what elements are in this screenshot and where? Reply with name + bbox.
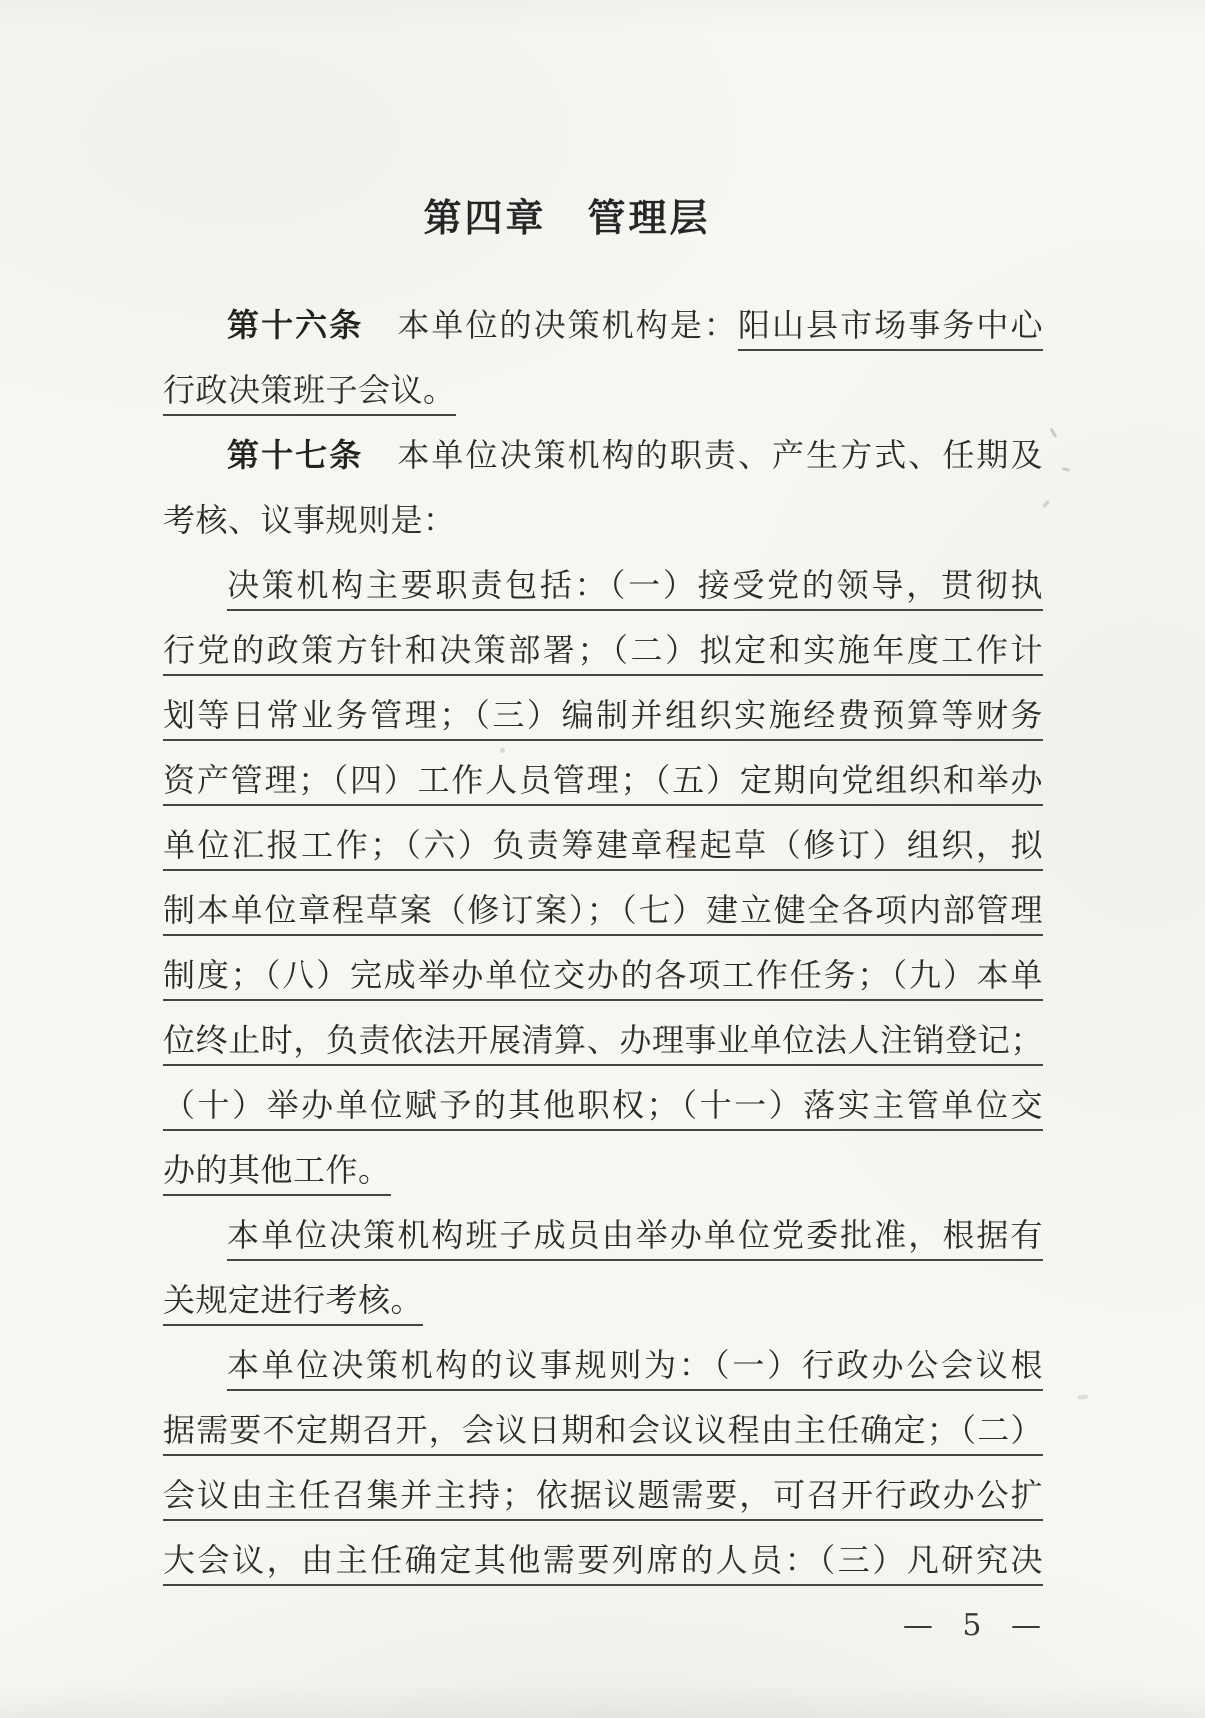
- text-line: [163, 1268, 1043, 1333]
- text-segment: 关规定进行考核。: [163, 1281, 423, 1326]
- text-segment: 行政决策班子会议。: [163, 371, 456, 416]
- text-segment: 行党的政策方针和决策部署；（二）拟定和实施年度工作计: [163, 631, 1043, 676]
- text-segment: 本单位决策机构的议事规则为：（一）行政办公会议根: [227, 1346, 1043, 1391]
- text-segment: 本单位决策机构班子成员由举办单位党委批准，根据有: [227, 1216, 1043, 1261]
- text-line: [163, 293, 1043, 358]
- text-segment: 考核、议事规则是：: [163, 501, 456, 539]
- text-segment: 本单位决策机构的职责、产生方式、任期及: [363, 436, 1043, 474]
- text-segment: 划等日常业务管理；（三）编制并组织实施经费预算等财务: [163, 696, 1043, 741]
- text-segment: 决策机构主要职责包括：（一）接受党的领导，贯彻执: [227, 566, 1043, 611]
- text-line: [163, 1203, 1043, 1268]
- text-line: [163, 618, 1043, 683]
- text-line: [163, 1073, 1043, 1138]
- scan-artifact: [1062, 467, 1070, 472]
- text-line: [163, 748, 1043, 813]
- document-body: [163, 293, 1043, 1593]
- text-line: [163, 1398, 1043, 1463]
- text-segment: 本单位的决策机构是：: [363, 306, 738, 344]
- scan-artifact: [1078, 1394, 1088, 1399]
- text-line: [163, 423, 1043, 488]
- text-line: [163, 1138, 1043, 1203]
- text-line: [163, 1008, 1043, 1073]
- text-line: [163, 358, 1043, 423]
- text-segment: 资产管理；（四）工作人员管理；（五）定期向党组织和举办: [163, 761, 1043, 806]
- text-line: [163, 553, 1043, 618]
- text-segment: 第十七条: [227, 436, 364, 474]
- text-segment: 制本单位章程草案（修订案）；（七）建立健全各项内部管理: [163, 891, 1043, 936]
- chapter-title: 第四章 管理层: [423, 195, 711, 240]
- text-segment: （十）举办单位赋予的其他职权；（十一）落实主管单位交: [163, 1086, 1043, 1131]
- text-segment: 制度；（八）完成举办单位交办的各项工作任务；（九）本单: [163, 956, 1043, 1001]
- text-line: [163, 1528, 1043, 1593]
- text-segment: 会议由主任召集并主持；依据议题需要，可召开行政办公扩: [163, 1476, 1043, 1521]
- text-line: [163, 1333, 1043, 1398]
- text-line: [163, 683, 1043, 748]
- text-line: [163, 813, 1043, 878]
- text-segment: 位终止时，负责依法开展清算、办理事业单位法人注销登记；: [163, 1021, 1043, 1066]
- text-line: [163, 488, 1043, 553]
- text-segment: 单位汇报工作；（六）负责筹建章程起草（修订）组织，拟: [163, 826, 1043, 871]
- text-segment: 大会议，由主任确定其他需要列席的人员：（三）凡研究决: [163, 1541, 1043, 1586]
- text-segment: 据需要不定期召开，会议日期和会议议程由主任确定；（二）: [163, 1411, 1043, 1456]
- text-line: [163, 878, 1043, 943]
- text-segment: 阳山县市场事务中心: [738, 306, 1043, 351]
- text-line: [163, 943, 1043, 1008]
- text-segment: 办的其他工作。: [163, 1151, 391, 1196]
- text-line: [163, 1463, 1043, 1528]
- scan-artifact: [1042, 500, 1050, 509]
- scan-artifact: [1050, 428, 1058, 438]
- page-number: — 5 —: [902, 1608, 1043, 1643]
- text-segment: 第十六条: [227, 306, 364, 344]
